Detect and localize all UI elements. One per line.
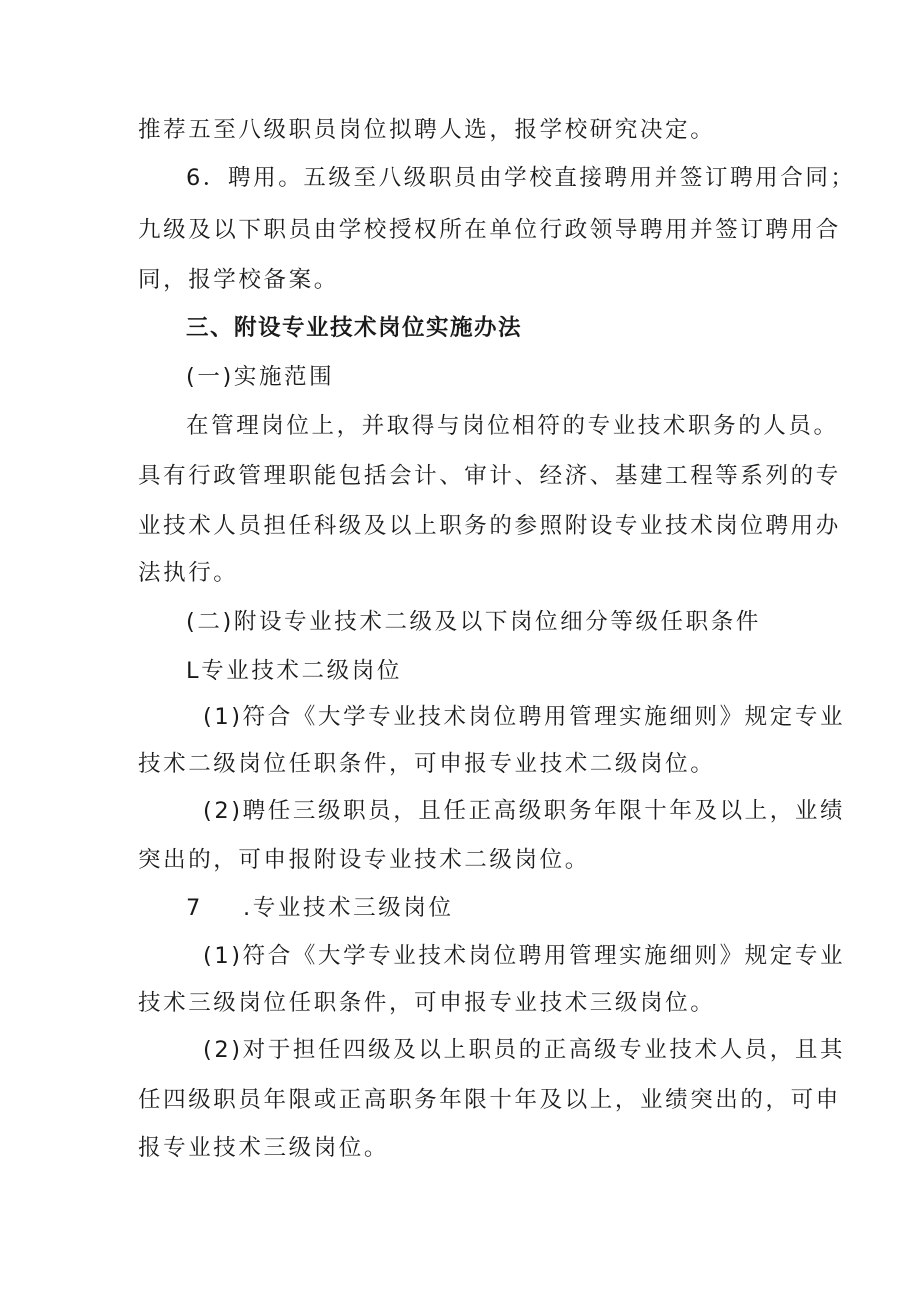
section-heading: 三、附设专业技术岗位实施办法 — [186, 315, 523, 341]
paragraph-line: 任四级职员年限或正高职务年限十年及以上，业绩突出的，可申 — [138, 1087, 841, 1113]
paragraph-line: (1)符合《大学专业技术岗位聘用管理实施细则》规定专业 — [203, 704, 846, 730]
paragraph-line: (1)符合《大学专业技术岗位聘用管理实施细则》规定专业 — [203, 943, 846, 969]
item-number: 7 — [186, 895, 203, 921]
paragraph-line: 6．聘用。五级至八级职员由学校直接聘用并签订聘用合同； — [186, 165, 856, 191]
subsection-heading: (二)附设专业技术二级及以下岗位细分等级任职条件 — [186, 609, 761, 635]
subsection-heading: (一)实施范围 — [186, 364, 335, 390]
paragraph-line: 业技术人员担任科级及以上职务的参照附设专业技术岗位聘用办 — [138, 513, 841, 539]
paragraph-line: (2)聘任三级职员，且任正高级职务年限十年及以上，业绩 — [203, 798, 846, 824]
paragraph-line: 突出的，可申报附设专业技术二级岗位。 — [138, 847, 590, 873]
paragraph-line: 推荐五至八级职员岗位拟聘人选，报学校研究决定。 — [138, 117, 716, 143]
paragraph-line: 同，报学校备案。 — [138, 267, 339, 293]
item-heading: .专业技术三级岗位 — [243, 895, 454, 921]
paragraph-line: (2)对于担任四级及以上职员的正高级专业技术人员，且其 — [203, 1037, 846, 1063]
item-heading: L专业技术二级岗位 — [186, 658, 402, 684]
paragraph-line: 九级及以下职员由学校授权所在单位行政领导聘用并签订聘用合 — [138, 217, 841, 243]
paragraph-line: 具有行政管理职能包括会计、审计、经济、基建工程等系列的专 — [138, 463, 841, 489]
paragraph-line: 在管理岗位上，并取得与岗位相符的专业技术职务的人员。 — [186, 413, 839, 439]
paragraph-line: 法执行。 — [138, 560, 239, 586]
paragraph-line: 报专业技术三级岗位。 — [138, 1135, 390, 1161]
paragraph-line: 技术二级岗位任职条件，可申报专业技术二级岗位。 — [138, 751, 716, 777]
paragraph-line: 技术三级岗位任职条件，可申报专业技术三级岗位。 — [138, 990, 716, 1016]
